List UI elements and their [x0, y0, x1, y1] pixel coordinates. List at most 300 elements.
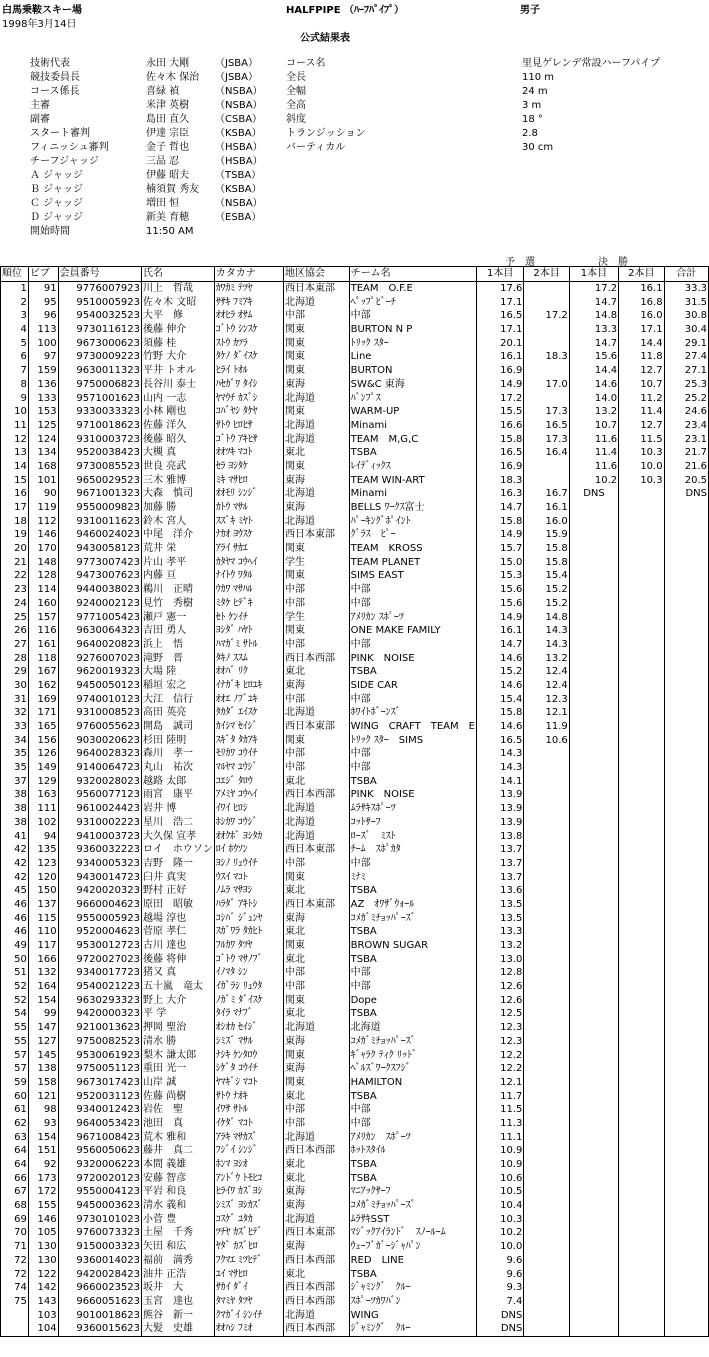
- cell-bib: 92: [28, 1158, 58, 1172]
- cell-final-run2: 16.8: [619, 295, 664, 309]
- cell-qual-run2: [524, 336, 569, 350]
- cell-qual-run1: 15.8: [476, 432, 523, 446]
- cell-total: [664, 1199, 708, 1213]
- cell-final-run1: [569, 870, 618, 884]
- cell-katakana: ｳｶﾜ ﾏｻﾊﾙ: [214, 583, 283, 597]
- cell-total: [664, 1212, 708, 1226]
- cell-qual-run2: [524, 1158, 569, 1172]
- cell-final-run1: [569, 1240, 618, 1254]
- cell-qual-run2: [524, 816, 569, 830]
- cell-final-run2: 12.7: [619, 419, 664, 433]
- cell-team: 中部: [349, 1117, 476, 1131]
- cell-final-run1: [569, 747, 618, 761]
- cell-qual-run1: 16.5: [476, 309, 523, 323]
- cell-qual-run1: 15.5: [476, 405, 523, 419]
- cell-qual-run2: [524, 747, 569, 761]
- cell-bib: 98: [28, 1103, 58, 1117]
- cell-rank: 6: [1, 350, 29, 364]
- official-association: （NSBA）: [215, 100, 263, 111]
- table-row: [1, 1076, 709, 1090]
- cell-katakana: ﾀﾏﾐﾔ ﾀﾂﾔ: [214, 1295, 283, 1309]
- cell-team: 中部: [349, 980, 476, 994]
- cell-team: ﾏｼﾞｯｸｱｲﾗﾝﾄﾞ ｽﾉｰﾙｰﾑ: [349, 1226, 476, 1240]
- cell-region: 関東: [284, 542, 350, 556]
- cell-region: 中部: [284, 692, 350, 706]
- qualifying-label: 予 選: [505, 257, 535, 268]
- cell-final-run1: 11.6: [569, 460, 618, 474]
- cell-member-no: 9320006223: [58, 1158, 141, 1172]
- cell-member-no: 9630011323: [58, 364, 141, 378]
- cell-qual-run1: DNS: [476, 1322, 523, 1336]
- cell-name: 福前 満秀: [142, 1254, 215, 1268]
- cell-final-run1: [569, 925, 618, 939]
- cell-qual-run2: 16.7: [524, 487, 569, 501]
- cell-name: 五十嵐 竜太: [142, 980, 215, 994]
- cell-rank: 60: [1, 1089, 29, 1103]
- official-name: 金子 哲也: [146, 142, 190, 153]
- cell-rank: 64: [1, 1158, 29, 1172]
- cell-bib: 146: [28, 1212, 58, 1226]
- cell-total: [664, 925, 708, 939]
- cell-final-run1: 13.3: [569, 323, 618, 337]
- cell-bib: 99: [28, 1007, 58, 1021]
- cell-qual-run2: [524, 1254, 569, 1268]
- header-region: 地区協会: [284, 267, 350, 282]
- cell-member-no: 9310008523: [58, 706, 141, 720]
- cell-qual-run1: 12.5: [476, 1007, 523, 1021]
- cell-region: 西日本東部: [284, 281, 350, 295]
- cell-rank: 37: [1, 774, 29, 788]
- cell-member-no: 9440038023: [58, 583, 141, 597]
- cell-rank: 8: [1, 378, 29, 392]
- cell-qual-run2: 15.4: [524, 569, 569, 583]
- cell-rank: 46: [1, 898, 29, 912]
- official-name: 新美 育穂: [146, 212, 190, 223]
- cell-name: 大場 陸: [142, 665, 215, 679]
- cell-qual-run2: [524, 1226, 569, 1240]
- table-row: [1, 364, 709, 378]
- cell-qual-run2: [524, 774, 569, 788]
- cell-final-run1: [569, 1199, 618, 1213]
- cell-katakana: ﾓﾘｶﾜ ｺｳｲﾁ: [214, 747, 283, 761]
- cell-final-run2: 11.2: [619, 391, 664, 405]
- table-row: [1, 446, 709, 460]
- cell-final-run1: 14.6: [569, 378, 618, 392]
- cell-qual-run2: [524, 364, 569, 378]
- cell-bib: 94: [28, 829, 58, 843]
- cell-qual-run1: 12.3: [476, 1035, 523, 1049]
- cell-member-no: 9520038423: [58, 446, 141, 460]
- cell-total: [664, 542, 708, 556]
- cell-name: 大槻 真: [142, 446, 215, 460]
- cell-team: 中部: [349, 857, 476, 871]
- official-association: （CSBA）: [215, 114, 263, 125]
- cell-member-no: 9340005323: [58, 857, 141, 871]
- cell-qual-run2: [524, 980, 569, 994]
- cell-rank: [1, 1322, 29, 1336]
- cell-name: 油井 正浩: [142, 1267, 215, 1281]
- cell-qual-run2: [524, 391, 569, 405]
- cell-member-no: 9760073323: [58, 1226, 141, 1240]
- cell-qual-run2: 16.5: [524, 419, 569, 433]
- cell-member-no: 9430014723: [58, 870, 141, 884]
- cell-katakana: ｶﾜｶﾐ ﾃﾂﾔ: [214, 281, 283, 295]
- cell-team: WARM-UP: [349, 405, 476, 419]
- cell-team: WING: [349, 1308, 476, 1322]
- cell-name: 藤井 真二: [142, 1144, 215, 1158]
- cell-katakana: ﾔﾏｳﾁ ｶｽﾞｼ: [214, 391, 283, 405]
- cell-final-run2: [619, 761, 664, 775]
- cell-final-run1: [569, 1308, 618, 1322]
- table-row: [1, 761, 709, 775]
- cell-total: [664, 1089, 708, 1103]
- cell-region: 東北: [284, 1089, 350, 1103]
- cell-name: 安藤 智彦: [142, 1171, 215, 1185]
- cell-final-run2: [619, 1007, 664, 1021]
- cell-qual-run1: 17.1: [476, 295, 523, 309]
- table-row: [1, 651, 709, 665]
- cell-total: [664, 1035, 708, 1049]
- cell-total: [664, 638, 708, 652]
- table-row: [1, 1130, 709, 1144]
- cell-qual-run2: [524, 281, 569, 295]
- cell-final-run1: [569, 1021, 618, 1035]
- cell-name: 杉田 陸明: [142, 733, 215, 747]
- table-row: [1, 542, 709, 556]
- cell-qual-run2: 17.3: [524, 432, 569, 446]
- cell-name: 荒木 雅和: [142, 1130, 215, 1144]
- cell-qual-run2: [524, 1117, 569, 1131]
- cell-team: ﾑﾗｻｷｽﾎﾟｰﾂ: [349, 802, 476, 816]
- cell-final-run1: [569, 1035, 618, 1049]
- cell-rank: 35: [1, 761, 29, 775]
- cell-qual-run2: 15.8: [524, 542, 569, 556]
- cell-member-no: 9640028323: [58, 747, 141, 761]
- cell-member-no: 9730009223: [58, 350, 141, 364]
- cell-region: 学生: [284, 610, 350, 624]
- cell-total: [664, 1322, 708, 1336]
- official-role: Ｄ ジャッジ: [30, 212, 83, 223]
- cell-name: 佐藤 尚樹: [142, 1089, 215, 1103]
- cell-bib: 113: [28, 323, 58, 337]
- cell-bib: 159: [28, 364, 58, 378]
- official-role: スタート審判: [30, 128, 90, 139]
- cell-qual-run2: [524, 295, 569, 309]
- cell-name: 清水 勝: [142, 1035, 215, 1049]
- cell-total: [664, 802, 708, 816]
- cell-name: 三木 雅博: [142, 473, 215, 487]
- cell-name: 土屋 千秀: [142, 1226, 215, 1240]
- header-name: 氏名: [142, 267, 215, 282]
- cell-name: 後藤 昭久: [142, 432, 215, 446]
- cell-qual-run1: 13.3: [476, 925, 523, 939]
- cell-qual-run1: 9.6: [476, 1254, 523, 1268]
- cell-qual-run1: 14.9: [476, 378, 523, 392]
- cell-qual-run1: 12.2: [476, 1062, 523, 1076]
- cell-qual-run2: [524, 857, 569, 871]
- cell-member-no: 9530061923: [58, 1048, 141, 1062]
- cell-member-no: 9473007623: [58, 569, 141, 583]
- cell-name: 佐々木 文昭: [142, 295, 215, 309]
- cell-rank: 18: [1, 514, 29, 528]
- cell-member-no: 9660051623: [58, 1295, 141, 1309]
- course-value: 18 °: [522, 114, 543, 125]
- cell-qual-run1: 11.3: [476, 1117, 523, 1131]
- cell-rank: 46: [1, 911, 29, 925]
- cell-team: ONE MAKE FAMILY: [349, 624, 476, 638]
- cell-qual-run1: 10.9: [476, 1158, 523, 1172]
- official-association: （TSBA）: [215, 170, 262, 181]
- cell-team: ﾁｰﾑ ｽﾎﾟｶﾀ: [349, 843, 476, 857]
- table-row: [1, 1062, 709, 1076]
- cell-team: TSBA: [349, 1089, 476, 1103]
- table-row: [1, 1240, 709, 1254]
- cell-rank: 34: [1, 733, 29, 747]
- cell-final-run1: [569, 706, 618, 720]
- cell-final-run1: [569, 788, 618, 802]
- cell-katakana: ｻﾄｳ ﾅｵｷ: [214, 1089, 283, 1103]
- cell-total: [664, 966, 708, 980]
- cell-rank: 64: [1, 1144, 29, 1158]
- cell-bib: 120: [28, 870, 58, 884]
- cell-bib: 147: [28, 1021, 58, 1035]
- cell-bib: 123: [28, 857, 58, 871]
- official-role: フィニッシュ審判: [30, 142, 109, 153]
- final-label: 決 勝: [598, 257, 628, 268]
- cell-final-run1: [569, 583, 618, 597]
- cell-final-run1: [569, 1322, 618, 1336]
- cell-katakana: ﾏﾙﾔﾏ ﾕｳｼﾞ: [214, 761, 283, 775]
- cell-qual-run1: 14.6: [476, 679, 523, 693]
- cell-name: 池田 真: [142, 1117, 215, 1131]
- cell-member-no: 9520004623: [58, 925, 141, 939]
- cell-qual-run2: 16.0: [524, 514, 569, 528]
- cell-name: 吉田 勇人: [142, 624, 215, 638]
- cell-katakana: ｼｹﾞﾀ ｺｳｲﾁ: [214, 1062, 283, 1076]
- table-row: [1, 733, 709, 747]
- cell-region: 関東: [284, 405, 350, 419]
- cell-qual-run2: 16.4: [524, 446, 569, 460]
- header-member-no: 会員番号: [58, 267, 141, 282]
- cell-final-run1: [569, 555, 618, 569]
- cell-final-run2: [619, 501, 664, 515]
- cell-region: 関東: [284, 1076, 350, 1090]
- cell-bib: 90: [28, 487, 58, 501]
- cell-final-run1: [569, 1007, 618, 1021]
- cell-name: 加藤 勝: [142, 501, 215, 515]
- cell-katakana: ｲｹﾀﾞ ﾏｺﾄ: [214, 1117, 283, 1131]
- cell-rank: 4: [1, 323, 29, 337]
- cell-katakana: ﾌﾙｶﾜ ﾀﾂﾔ: [214, 939, 283, 953]
- cell-final-run2: [619, 1185, 664, 1199]
- cell-final-run2: [619, 980, 664, 994]
- cell-qual-run2: [524, 1281, 569, 1295]
- cell-final-run1: [569, 528, 618, 542]
- cell-qual-run1: 13.7: [476, 870, 523, 884]
- cell-bib: 155: [28, 1199, 58, 1213]
- official-role: Ｃ ジャッジ: [30, 198, 83, 209]
- cell-qual-run2: [524, 1322, 569, 1336]
- cell-team: ﾊﾟｰｷﾝｸﾞﾎﾟｲﾝﾄ: [349, 514, 476, 528]
- cell-name: 猪又 真: [142, 966, 215, 980]
- cell-total: [664, 898, 708, 912]
- cell-qual-run1: 15.7: [476, 542, 523, 556]
- cell-total: [664, 1048, 708, 1062]
- table-row: [1, 583, 709, 597]
- cell-rank: 42: [1, 870, 29, 884]
- table-row: [1, 569, 709, 583]
- cell-bib: 168: [28, 460, 58, 474]
- table-row: [1, 597, 709, 611]
- cell-final-run1: 10.7: [569, 419, 618, 433]
- cell-member-no: 9571001623: [58, 391, 141, 405]
- course-value: 3 m: [522, 100, 542, 111]
- cell-total: [664, 1185, 708, 1199]
- cell-final-run2: [619, 692, 664, 706]
- cell-qual-run2: [524, 870, 569, 884]
- cell-team: PINK NOISE: [349, 788, 476, 802]
- cell-member-no: 9650029523: [58, 473, 141, 487]
- cell-team: BELLS ﾜｰｸｽ富士: [349, 501, 476, 515]
- cell-bib: 119: [28, 501, 58, 515]
- cell-final-run2: [619, 966, 664, 980]
- cell-total: [664, 569, 708, 583]
- cell-region: 東北: [284, 1267, 350, 1281]
- cell-bib: 136: [28, 378, 58, 392]
- cell-member-no: 9620019323: [58, 665, 141, 679]
- cell-final-run2: [619, 528, 664, 542]
- cell-qual-run1: 13.8: [476, 829, 523, 843]
- cell-team: ﾎﾜｲﾄﾎﾞｰﾝｽﾞ: [349, 706, 476, 720]
- cell-bib: 160: [28, 597, 58, 611]
- cell-member-no: 9671008423: [58, 1130, 141, 1144]
- cell-team: BURTON N P: [349, 323, 476, 337]
- cell-name: 山岸 誠: [142, 1076, 215, 1090]
- table-row: [1, 1158, 709, 1172]
- cell-total: [664, 1295, 708, 1309]
- cell-katakana: ﾎﾝﾏ ﾖｼｵ: [214, 1158, 283, 1172]
- cell-rank: 22: [1, 569, 29, 583]
- cell-final-run2: [619, 706, 664, 720]
- cell-qual-run1: 11.5: [476, 1103, 523, 1117]
- cell-member-no: 9550005923: [58, 911, 141, 925]
- cell-team: TSBA: [349, 446, 476, 460]
- cell-rank: 66: [1, 1171, 29, 1185]
- cell-name: 世良 亮武: [142, 460, 215, 474]
- cell-katakana: ｼﾐｽﾞ ﾏｻﾙ: [214, 1035, 283, 1049]
- cell-total: [664, 1281, 708, 1295]
- header-final-run1: 1本目: [569, 267, 618, 282]
- cell-rank: 28: [1, 651, 29, 665]
- cell-qual-run1: 14.1: [476, 774, 523, 788]
- cell-total: [664, 528, 708, 542]
- cell-katakana: ｶﾀﾔﾏ ｺｳﾍｲ: [214, 555, 283, 569]
- cell-member-no: 9420028423: [58, 1267, 141, 1281]
- cell-qual-run1: 13.5: [476, 911, 523, 925]
- cell-region: 中部: [284, 597, 350, 611]
- cell-region: 北海道: [284, 432, 350, 446]
- cell-team: ｽﾎﾟｰﾂｶﾜﾊﾞﾝ: [349, 1295, 476, 1309]
- cell-rank: 54: [1, 1007, 29, 1021]
- cell-qual-run1: 13.0: [476, 952, 523, 966]
- cell-region: 関東: [284, 624, 350, 638]
- cell-total: DNS: [664, 487, 708, 501]
- cell-rank: 35: [1, 747, 29, 761]
- cell-final-run1: [569, 1089, 618, 1103]
- cell-team: ﾊﾞﾝﾌﾟｽ: [349, 391, 476, 405]
- cell-total: [664, 1103, 708, 1117]
- document-title: 公式結果表: [300, 33, 350, 44]
- cell-final-run1: [569, 597, 618, 611]
- cell-region: 西日本東部: [284, 528, 350, 542]
- cell-name: 丸山 祐次: [142, 761, 215, 775]
- table-row: [1, 870, 709, 884]
- cell-katakana: ｵｵﾂｷ ﾏｺﾄ: [214, 446, 283, 460]
- official-name: 喜緑 禎: [146, 86, 180, 97]
- course-value: 24 m: [522, 86, 548, 97]
- course-value: 里見ゲレンデ常設ハーフパイプ: [522, 58, 660, 69]
- cell-final-run2: [619, 583, 664, 597]
- cell-rank: 11: [1, 419, 29, 433]
- cell-bib: 158: [28, 1076, 58, 1090]
- table-row: [1, 1226, 709, 1240]
- cell-total: [664, 1308, 708, 1322]
- cell-qual-run2: 12.1: [524, 706, 569, 720]
- cell-katakana: ｺｼﾊﾞ ｼﾞｭﾝﾔ: [214, 911, 283, 925]
- cell-qual-run2: 14.3: [524, 638, 569, 652]
- cell-katakana: ﾅｶｵ ﾖｳｽｹ: [214, 528, 283, 542]
- cell-final-run2: 16.1: [619, 281, 664, 295]
- cell-region: 関東: [284, 323, 350, 337]
- table-row: [1, 993, 709, 1007]
- cell-region: 東北: [284, 1007, 350, 1021]
- cell-name: 原田 昭敏: [142, 898, 215, 912]
- cell-team: ｺﾒｶﾞﾐﾁｮｯﾊﾟｰｽﾞ: [349, 911, 476, 925]
- cell-final-run1: 15.6: [569, 350, 618, 364]
- cell-total: [664, 651, 708, 665]
- table-row: [1, 1103, 709, 1117]
- cell-region: 関東: [284, 569, 350, 583]
- cell-qual-run2: [524, 1062, 569, 1076]
- cell-katakana: ﾀｶﾀﾞ ｴｲｽｹ: [214, 706, 283, 720]
- table-row: [1, 1295, 709, 1309]
- cell-final-run2: [619, 857, 664, 871]
- header-bib: ビブ: [28, 267, 58, 282]
- cell-team: ﾚｲﾃﾞｨｯｸｽ: [349, 460, 476, 474]
- cell-katakana: ﾐﾀｹ ﾋﾃﾞｷ: [214, 597, 283, 611]
- cell-name: 内藤 亘: [142, 569, 215, 583]
- cell-rank: 68: [1, 1199, 29, 1213]
- cell-final-run2: 10.3: [619, 473, 664, 487]
- cell-bib: 171: [28, 706, 58, 720]
- cell-bib: 100: [28, 336, 58, 350]
- cell-rank: 55: [1, 1035, 29, 1049]
- cell-final-run2: [619, 1254, 664, 1268]
- cell-region: 関東: [284, 733, 350, 747]
- cell-team: TSBA: [349, 1007, 476, 1021]
- cell-bib: 166: [28, 952, 58, 966]
- cell-qual-run2: 14.3: [524, 624, 569, 638]
- cell-total: [664, 952, 708, 966]
- cell-member-no: 9520031123: [58, 1089, 141, 1103]
- cell-team: ﾛｰｽﾞ ﾐｽﾄ: [349, 829, 476, 843]
- cell-bib: 96: [28, 309, 58, 323]
- cell-final-run1: [569, 679, 618, 693]
- cell-katakana: ｵｵﾋﾗ ｵｻﾑ: [214, 309, 283, 323]
- cell-qual-run1: 17.2: [476, 391, 523, 405]
- cell-name: 星川 浩二: [142, 816, 215, 830]
- cell-rank: 9: [1, 391, 29, 405]
